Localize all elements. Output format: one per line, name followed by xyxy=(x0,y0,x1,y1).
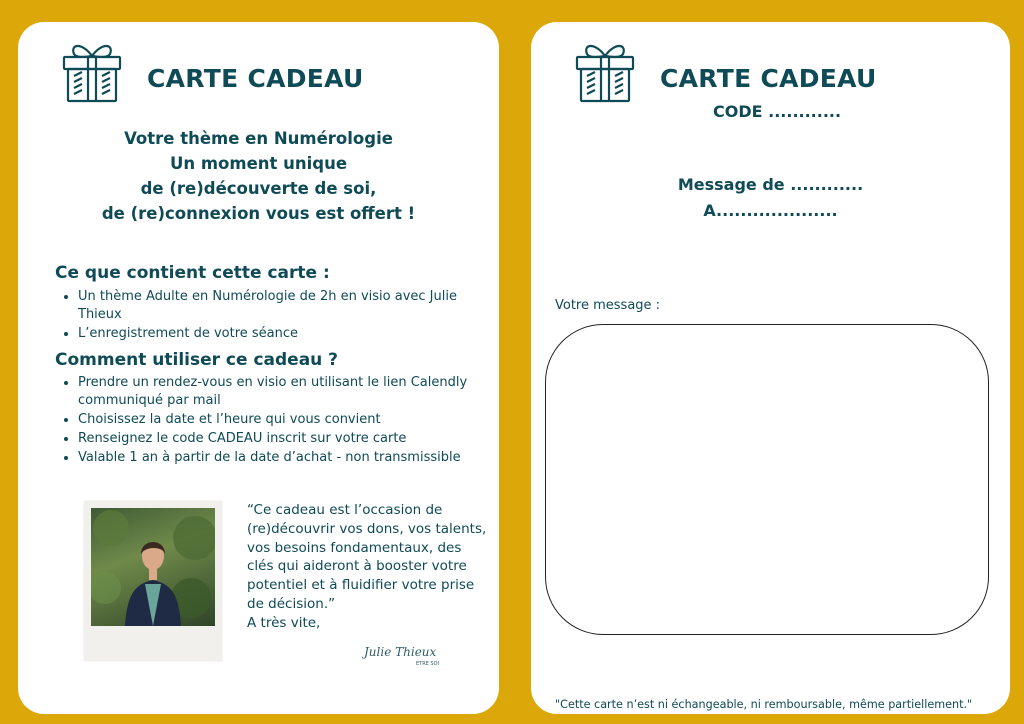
message-label: Votre message : xyxy=(555,298,661,313)
intro-line: de (re)connexion vous est offert ! xyxy=(101,204,416,223)
intro-line: Votre thème en Numérologie xyxy=(124,129,393,148)
message-header xyxy=(531,172,1010,224)
intro-text xyxy=(18,126,499,226)
quote-line: clés qui aideront à booster votre xyxy=(247,558,467,575)
quote-line: vos besoins fondamentaux, des xyxy=(247,539,462,556)
usage-list xyxy=(60,374,483,468)
signature: Julie Thieux xyxy=(364,645,437,659)
list-item: • Valable 1 an à partir de la date d’achat - non transmissible xyxy=(78,449,483,467)
quote-line: (re)découvrir vos dons, vos talents, xyxy=(247,520,487,537)
contents-list xyxy=(60,288,483,344)
gift-card-front xyxy=(18,22,499,714)
list-item: • Prendre un rendez-vous en visio en utilisant le lien Calendly communiqué par mail xyxy=(78,374,483,410)
testimonial-quote xyxy=(247,501,497,633)
footer-disclaimer: "Cette carte n’est ni échangeable, ni remboursable, même partiellement." xyxy=(555,698,973,711)
card-title: CARTE CADEAU xyxy=(147,64,364,93)
intro-line: de (re)découverte de soi, xyxy=(140,179,377,198)
quote-line: potentiel et à fluidifier votre prise xyxy=(247,577,475,594)
list-item: • Un thème Adulte en Numérologie de 2h en visio avec Julie Thieux xyxy=(78,288,483,324)
quote-line: A très vite, xyxy=(247,614,321,631)
card-title: CARTE CADEAU xyxy=(660,64,877,93)
signature-subtitle: ETRE SOI xyxy=(416,661,440,667)
list-item: • Choisissez la date et l’heure qui vous convient xyxy=(78,411,483,429)
person-illustration xyxy=(91,508,215,626)
quote-line: de décision.” xyxy=(247,595,336,612)
gift-icon xyxy=(573,38,637,104)
list-item: • L’enregistrement de votre séance xyxy=(78,325,483,343)
contents-heading: Ce que contient cette carte : xyxy=(55,263,330,283)
gift-icon xyxy=(60,38,124,104)
message-from: Message de ............ xyxy=(677,175,864,194)
portrait-photo xyxy=(91,508,215,626)
intro-line: Un moment unique xyxy=(169,154,348,173)
usage-heading: Comment utiliser ce cadeau ? xyxy=(55,350,339,370)
gift-card-back xyxy=(531,22,1010,714)
message-box xyxy=(545,324,989,635)
quote-line: “Ce cadeau est l’occasion de xyxy=(247,502,443,518)
message-to: A.................... xyxy=(703,201,838,220)
gift-code: CODE ............ xyxy=(713,102,842,121)
portrait-frame xyxy=(84,501,222,661)
list-item: • Renseignez le code CADEAU inscrit sur votre carte xyxy=(78,430,483,448)
